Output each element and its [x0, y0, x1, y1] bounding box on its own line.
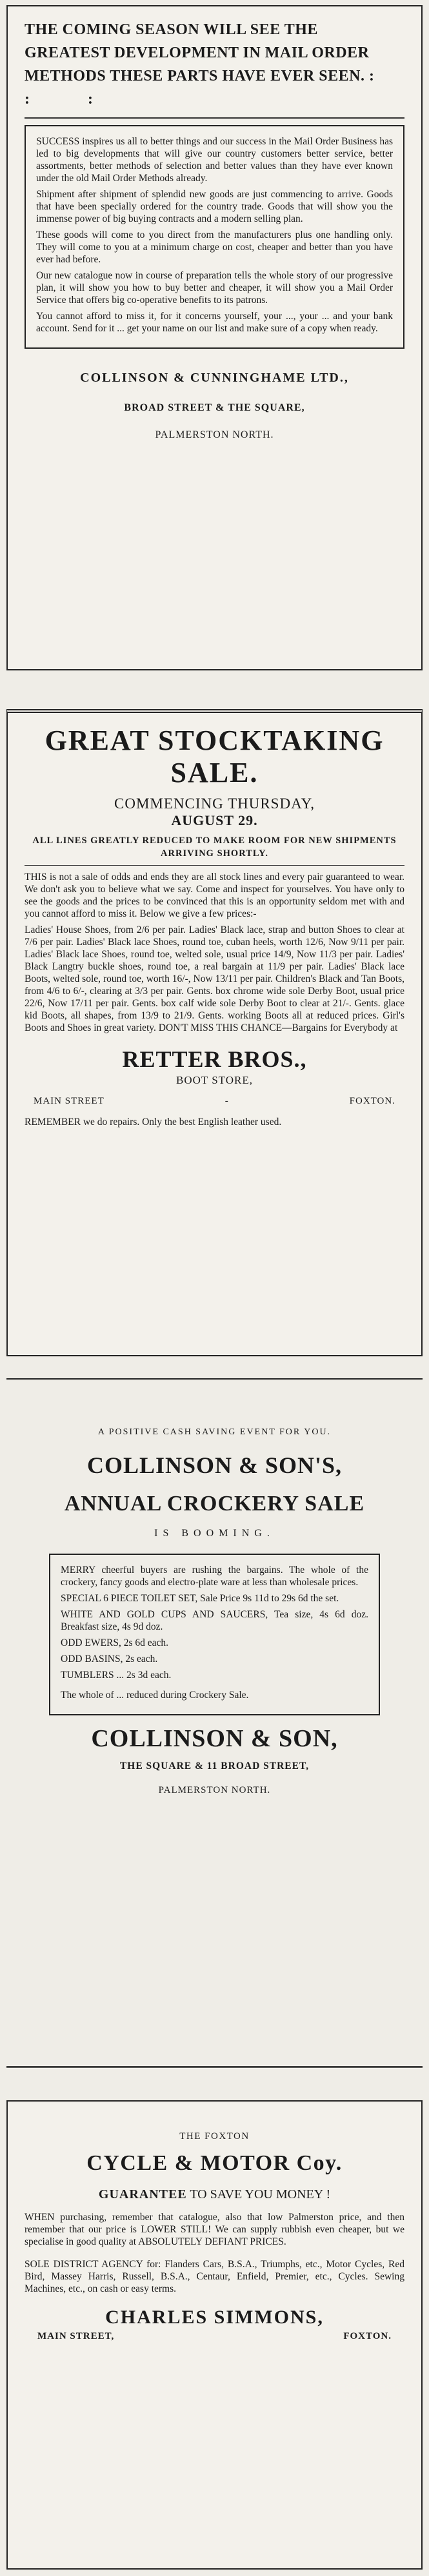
ad4-intro: WHEN purchasing, remember that catalogue, also that low Palmerston price, and then remember that our price is LOWER STILL! We can supply rubbish even cheaper, but we specialise in good quality at ABSOLUTELY DEFIANT PRICES. — [25, 2212, 404, 2247]
ad1-body-box — [25, 125, 404, 349]
ad3-item: WHITE AND GOLD CUPS AND SAUCERS, Tea size, 4s 6d doz. Breakfast size, 4s 9d doz. — [61, 1609, 368, 1632]
ad1-paragraph: Our new catalogue now in course of preparation tells the whole story of our progressive plan, it will show you how to buy better and cheaper, it will show you a Mail Order Service that offers big co-operative benefits to its patrons. — [36, 270, 393, 306]
ad1-paragraph: You cannot afford to miss it, for it concerns yourself, your ..., your ... and your bank account. Send for it ... get your name on our list and make sure of a copy when ready. — [36, 311, 393, 334]
ad2-store-address — [25, 1096, 404, 1107]
ad3-item: ODD EWERS, 2s 6d each. — [61, 1637, 169, 1648]
ad3-booming: IS BOOMING. — [154, 1528, 275, 1539]
ad4-pre-title: THE FOXTON — [179, 2131, 250, 2142]
ad2-headline: GREAT STOCKTAKING SALE. — [45, 725, 384, 788]
divider — [25, 117, 404, 119]
ad2-subhead: ALL LINES GREATLY REDUCED TO MAKE ROOM FOR NEW SHIPMENTS ARRIVING SHORTLY. — [32, 835, 397, 859]
ad4-guarantee-rest: TO SAVE YOU MONEY ! — [186, 2187, 331, 2201]
ad4-street: MAIN STREET, — [37, 2331, 115, 2341]
ad2-price-list: Ladies' House Shoes, from 2/6 per pair. Ladies' Black lace, strap and button Shoes to clear at 7/6 per pair. Ladies' Black lace Shoes, round toe, cuban heels, worth 12/6, Now 9/11 per pair. Ladies' Black lace Shoes, round toe, welted sole, usual price 14/9, Now 11/3 per pair. Ladies' Black Langtry buckle shoes, round toe, a real bargain at 11/9 per pair. Ladies' Black lace Boots, welted sole, round toe, worth 16/-, Now 13/11 per pair. Children's Black and Tan Boots, from 4/6 to 6/-, clearing at 3/3 per pair. Gents. box chrome wide sole Derby Boot, usual price 22/6, Now 17/11 per pair. Gents. box calf wide sole Derby Boot to clear at 21/-. Gents. glace kid Boots, all shapes, from 13/9 to 21/9. Gents. working Boots all at reduced prices. Girl's Boots and Shoes in great variety. DON'T MISS THIS CHANCE—Bargains for Everybody at — [25, 924, 404, 1033]
ad3-firm-name-footer: COLLINSON & SON, — [91, 1725, 338, 1752]
divider — [25, 865, 404, 866]
ad1-firm-name: COLLINSON & CUNNINGHAME LTD., — [80, 371, 349, 385]
ad4-headline: CYCLE & MOTOR Coy. — [86, 2151, 343, 2175]
ad1-paragraph: SUCCESS inspires us all to better things and our success in the Mail Order Business has led to big developments that will give our country customers better service, better assortments, better methods of selection and better values than they have ever known under the old Mail Order Methods already. — [36, 136, 393, 184]
retter-bros-advertisement — [6, 709, 423, 1356]
collinson-son-advertisement — [6, 1378, 423, 2068]
ad3-town: PALMERSTON NORTH. — [158, 1785, 271, 1795]
ad3-item: SPECIAL 6 PIECE TOILET SET, Sale Price 9s 11d to 29s 6d the set. — [61, 1593, 339, 1604]
ad4-agency: SOLE DISTRICT AGENCY for: Flanders Cars, B.S.A., Triumphs, etc., Motor Cycles, Red Bird, Massey Harris, Russell, B.S.A., Centaur, Enfield, Premier, etc., Cycles. Sewing Machines, etc., on cash or easy terms. — [25, 2259, 404, 2294]
ad3-firm-name: COLLINSON & SON'S, — [86, 1452, 343, 1478]
collinson-cunninghame-advertisement — [6, 5, 423, 670]
ad1-paragraph: Shipment after shipment of splendid new goods are just commencing to arrive. Goods that have been specially ordered for the country trade. Goods that will show you the immense power of big buying contracts and a modern selling plan. — [36, 189, 393, 224]
ad1-headline — [25, 18, 404, 111]
ad2-dash: - — [224, 1096, 229, 1106]
ad4-guarantee — [25, 2187, 404, 2202]
ad3-closing: The whole of ... reduced during Crockery Sale. — [61, 1690, 249, 1701]
ad2-date-line1: COMMENCING THURSDAY, — [114, 795, 315, 812]
ad2-street: MAIN STREET — [34, 1096, 105, 1106]
ad2-town: FOXTON. — [349, 1096, 395, 1106]
ad1-address: BROAD STREET & THE SQUARE, — [124, 402, 305, 413]
ad2-store-name: RETTER BROS., — [122, 1046, 307, 1072]
ad3-item: ODD BASINS, 2s each. — [61, 1654, 158, 1664]
ad3-body-box — [49, 1554, 380, 1715]
ad4-town: FOXTON. — [343, 2331, 392, 2341]
ad4-guarantee-bold: GUARANTEE — [98, 2187, 187, 2201]
ad2-store-sub: BOOT STORE, — [175, 1074, 253, 1086]
ad1-headline-dots: : : : — [25, 68, 401, 108]
ad4-address — [25, 2331, 404, 2342]
ad3-address: THE SQUARE & 11 BROAD STREET, — [119, 1761, 310, 1771]
ad2-footer: REMEMBER we do repairs. Only the best English leather used. — [25, 1117, 282, 1127]
foxton-cycle-motor-advertisement — [6, 2100, 423, 2570]
ad1-paragraph: These goods will come to you direct from the manufacturers plus one handling only. They will come to you at a minimum charge on cost, cheaper and better than you have ever had before. — [36, 229, 393, 265]
ad3-sale-title: ANNUAL CROCKERY SALE — [64, 1492, 365, 1516]
ad3-eyebrow: A POSITIVE CASH SAVING EVENT FOR YOU. — [97, 1427, 332, 1437]
ad1-town: PALMERSTON NORTH. — [155, 429, 274, 440]
ad2-date-line2: AUGUST 29. — [171, 812, 258, 828]
ad2-intro: THIS is not a sale of odds and ends they are all stock lines and every pair guaranteed to wear. We don't ask you to believe what we say. Come and inspect for yourselves. You have only to see the goods and the prices to be convinced that this is an opportunity seldom met with and you cannot afford to miss it. Below we give a few prices:- — [25, 872, 404, 919]
ad3-intro: MERRY cheerful buyers are rushing the bargains. The whole of the crockery, fancy goods and electro-plate ware at less than wholesale prices. — [61, 1565, 368, 1588]
ad1-headline-text: THE COMING SEASON WILL SEE THE GREATEST DEVELOPMENT IN MAIL ORDER METHODS THESE PARTS HAVE EVER SEEN. — [25, 21, 370, 84]
ad4-signature: CHARLES SIMMONS, — [105, 2307, 324, 2328]
ad3-item: TUMBLERS ... 2s 3d each. — [61, 1670, 172, 1681]
